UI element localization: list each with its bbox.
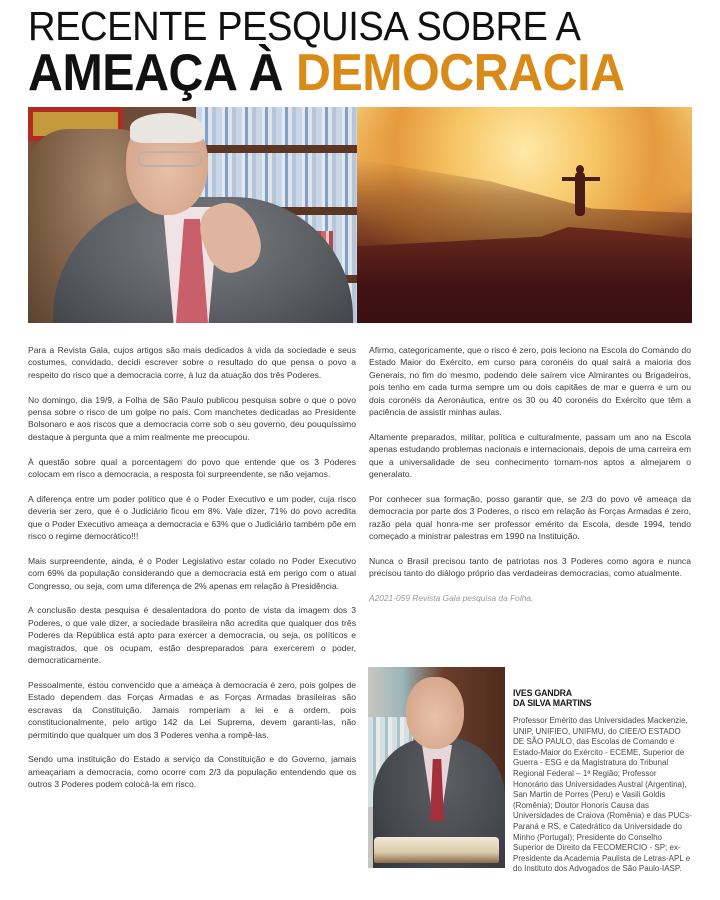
paragraph: À questão sobre qual a porcentagem do povo que entende que os 3 Poderes colocam em risco a democracia, a resposta foi surpreendente, se não vejamos. — [28, 456, 356, 480]
paragraph: No domingo, dia 19/9, a Folha de São Paulo publicou pesquisa sobre o que o povo pensa sobre o risco de um golpe no país. Com manchetes dedicadas ao Presidente Bolsonaro e aos riscos que a democracia corre sob o seu governo, deu pouquíssimo destaque à pergunta que a mim realmente me preocupou. — [28, 394, 356, 442]
headline-dark-part: AMEAÇA À — [28, 44, 284, 102]
hair — [130, 113, 204, 143]
article-left-column — [28, 344, 356, 803]
silhouette-body — [575, 172, 585, 216]
paragraph: Para a Revista Gala, cujos artigos são mais dedicados à vida da sociedade e seus costumes, convidado, decidi escrever sobre o resultado do que pensa o povo a respeito do risco que a democracia corre, à luz da atuação dos três Poderes. — [28, 345, 356, 380]
headline-line1: RECENTE PESQUISA SOBRE A — [28, 3, 581, 49]
headline-accent-part: DEMOCRACIA — [296, 44, 625, 102]
photo-sunset-silhouette — [357, 107, 692, 323]
hero-photo-strip — [28, 107, 692, 323]
author-name-line2: DA SILVA MARTINS — [513, 698, 592, 708]
glasses — [138, 151, 202, 167]
author-name — [513, 688, 693, 708]
source-caption: A2021-059 Revista Gala pesquisa da Folha. — [369, 593, 534, 604]
paragraph: A diferença entre um poder político que é o Poder Executivo e um poder, cuja risco deveria ser zero, que é o Judiciário ficou em 8%. Vale dizer, 71% do povo acredita que o Poder Executivo ameaça a democracia e 63% que o Judiciário também põe em risco o regime democrático!!! — [28, 493, 356, 542]
shelf-board — [196, 145, 357, 153]
author-name-line1: IVES GANDRA — [513, 688, 572, 698]
author-portrait — [368, 667, 505, 868]
open-book — [374, 837, 499, 863]
photo-author-office — [28, 107, 357, 323]
paragraph: A conclusão desta pesquisa é desalentadora do ponto de vista da imagem dos 3 Poderes, o que vale dizer, a sociedade brasileira não acredita que qualquer dos três Poderes da República está apto para exercer a democracia, ou seja, os políticos e magistrados, que os ocupam, estão despreparados para exercerem o poder, democraticamente. — [28, 605, 356, 666]
author-bio-box — [513, 688, 693, 875]
paragraph: Afirmo, categoricamente, que o risco é zero, pois leciono na Escola do Comando do Estado Maior do Exército, em curso para coronéis do qual sairá a maioria dos Generais, no fim do mesmo, podendo dele saírem vice Almirantes ou Brigadeiros, pois tenho em cada turma sempre um ou dois capitães de mar e guerra e um ou dois coronéis da Aeronáutica, entre os 30 ou 40 coronéis do Exército que têm a paciência de assistir minhas aulas. — [369, 345, 691, 418]
paragraph: Mais surpreendente, ainda, é o Poder Legislativo estar colado no Poder Executivo com 69% da população considerando que a democracia está em perigo com o atual Congresso, ou seja, com uma diferença de 2% apenas em relação à Presidência. — [28, 555, 356, 591]
paragraph: Por conhecer sua formação, posso garantir que, se 2/3 do povo vê ameaça da democracia por parte dos 3 Poderes, o risco em relação às Forças Armadas é zero, razão pela qual honra-me ser professor emérito da Escola, desde 1994, tendo começado a ministrar palestras em 1990 na Instituição. — [369, 493, 691, 542]
author-bio-text: Professor Emérito das Universidades Mackenzie, UNIP, UNIFIEO, UNIFMU, do CIEE/O ESTADO DE SÃO PAULO, das Escolas de Comando e Estado-Maior do Exército - ECEME, Superior de Guerra - ESG e da Magistratura do Tribunal Regional Federal – 1ª Região; Professor Honorário das Universidades Austral (Argentina), San Martin de Porres (Peru) e Vasili Goldis (Romênia); Doutor Honoris Causa das Universidades de Craiova (Romênia) e das PUCs-Paraná e RS, e Catedrático da Universidade do Minho (Portugal); Presidente do Conselho Superior de Direito da FECOMERCIO - SP; ex-Presidente da Academia Paulista de Letras-APL e do Instituto dos Advogados de São Paulo-IASP. — [513, 716, 692, 874]
paragraph: Nunca o Brasil precisou tanto de patriotas nos 3 Poderes como agora e nunca precisou tanto do diálogo próprio das verdadeiras democracias, como atualmente. — [369, 555, 691, 579]
paragraph: Pessoalmente, estou convencido que a ameaça à democracia é zero, pois golpes de Estado dependem das Forças Armadas e as Forças Armadas brasileiras são escravas da Constituição. Jamais romperiam a lei e a ordem, pois constitucionalmente, pelo artigo 142 da Lei Suprema, devem garanti-las, não permitindo que qualquer um dos 3 Poderes venha a rompê-las. — [28, 679, 356, 740]
article-right-column — [369, 344, 691, 617]
paragraph: Altamente preparados, militar, política e culturalmente, passam um ano na Escola apenas estudando problemas nacionais e internacionais, depois de uma carreira em que a universalidade de seu conhecimento tornam-nos aptos a almejarem o generalato. — [369, 431, 691, 480]
paragraph: Sendo uma instituição do Estado a serviço da Constituição e do Governo, jamais ameaçariam a democracia, como ocorre com 2/3 da população entendendo que os outros 3 Poderes podem colocá-la em risco. — [28, 754, 356, 790]
headline-line2 — [28, 46, 660, 100]
head — [406, 677, 464, 749]
headline — [28, 4, 708, 100]
